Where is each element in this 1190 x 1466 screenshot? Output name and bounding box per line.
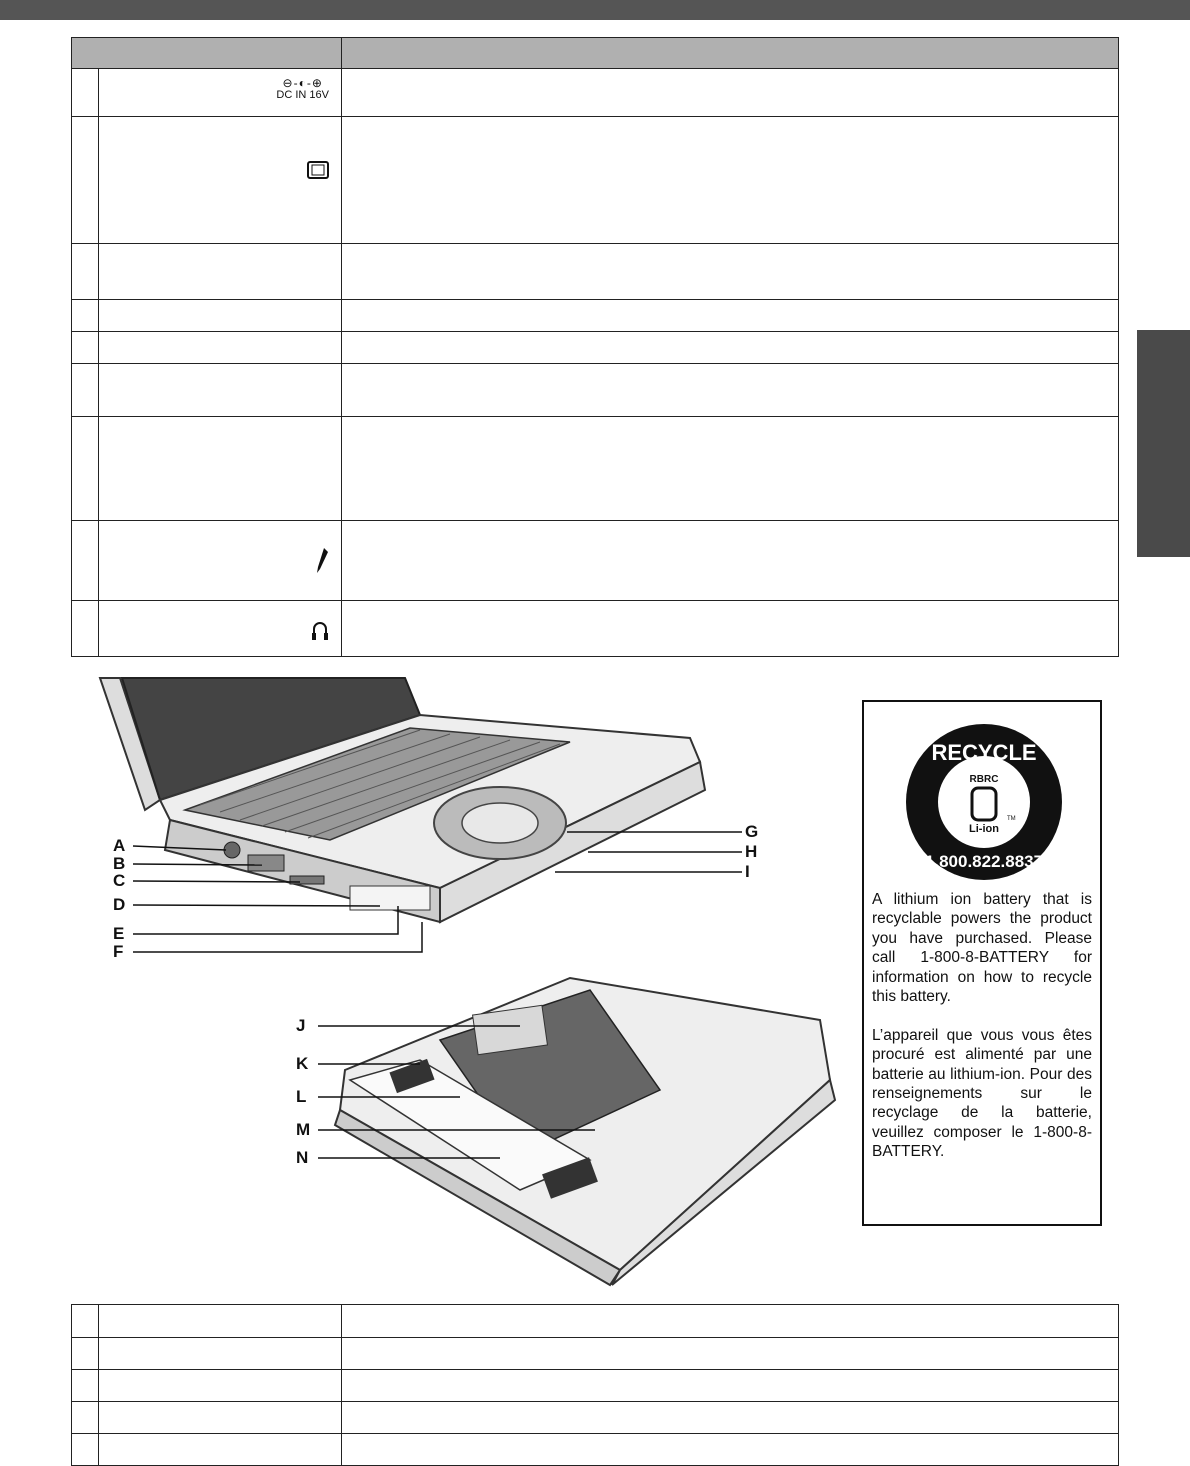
- table-row: [72, 1305, 1119, 1338]
- label-e: E: [113, 924, 125, 943]
- rbrc-recycle-seal-icon: [904, 722, 1064, 882]
- recycle-notice: [862, 700, 1102, 1226]
- svg-text:1.800.822.8837: 1.800.822.8837: [924, 852, 1044, 871]
- label-m: M: [296, 1120, 311, 1139]
- label-g: G: [745, 822, 759, 841]
- svg-text:TM: TM: [1007, 816, 1016, 822]
- label-n: N: [296, 1148, 309, 1167]
- parts-table-bottom: [71, 1304, 1119, 1466]
- table-row: [72, 417, 1119, 521]
- label-l: L: [296, 1087, 307, 1106]
- svg-text:RECYCLE: RECYCLE: [931, 740, 1037, 765]
- table-row: [72, 1370, 1119, 1402]
- label-d: D: [113, 895, 126, 914]
- monitor-icon: [307, 161, 329, 179]
- svg-text:RBRC: RBRC: [969, 774, 999, 785]
- table-row: [72, 300, 1119, 332]
- microphone-icon: [315, 547, 329, 575]
- table-header: [72, 38, 1119, 69]
- label-b: B: [113, 854, 126, 873]
- table-row: [72, 1434, 1119, 1466]
- label-h: H: [745, 842, 758, 861]
- table-row: [72, 601, 1119, 657]
- side-tab: [1137, 330, 1190, 557]
- table-row: [72, 332, 1119, 364]
- table-row: [72, 1402, 1119, 1434]
- dc-in-icon: ⊖-◐-⊕ DC IN 16V: [276, 76, 329, 101]
- table-row: [72, 117, 1119, 244]
- top-bar: [0, 0, 1190, 20]
- svg-text:Li-ion: Li-ion: [969, 823, 999, 835]
- recycle-text: A lithium ion battery that is recyclable powers the product you have purchased. Please call 1-800-8-BATTERY for information on how to recycle this battery. L’appareil que vous vous êtes procuré est alimenté par une batterie au lithium-ion. Pour des renseignements sur le recyclage de la batterie, veuillez composer le 1-800-8-BATTERY.: [872, 891, 1092, 1161]
- label-f: F: [113, 942, 124, 961]
- laptop-illustration: [0, 660, 850, 1290]
- table-row: [72, 364, 1119, 417]
- table-row: [72, 1338, 1119, 1370]
- label-k: K: [296, 1054, 309, 1073]
- label-c: C: [113, 871, 126, 890]
- table-row: [72, 69, 1119, 117]
- table-row: [72, 521, 1119, 601]
- table-row: [72, 244, 1119, 300]
- headphone-icon: [311, 619, 329, 641]
- parts-table-top: [71, 37, 1119, 657]
- label-i: I: [745, 862, 750, 881]
- label-a: A: [113, 836, 126, 855]
- label-j: J: [296, 1016, 306, 1035]
